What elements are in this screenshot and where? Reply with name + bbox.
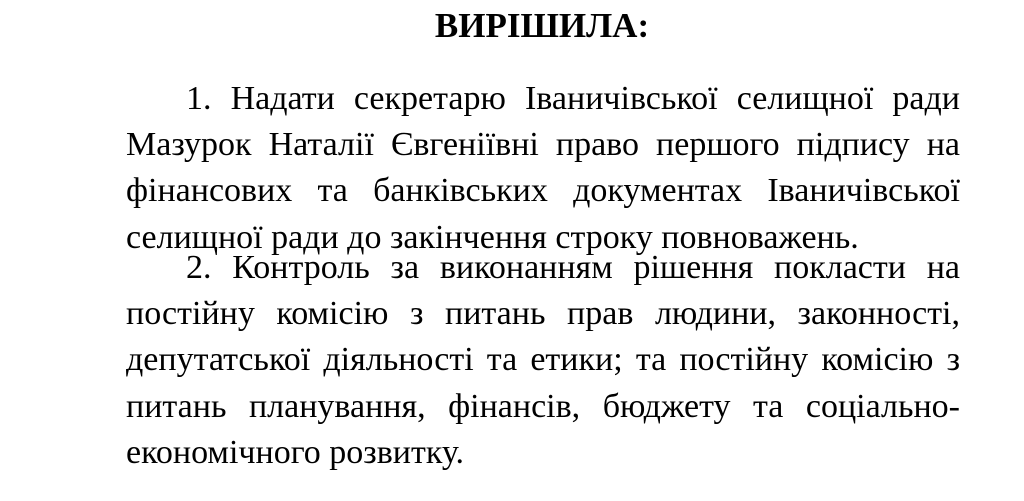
decision-heading: ВИРІШИЛА: bbox=[434, 6, 650, 45]
item-2-text: Контроль за виконанням рішення покласти на постійну комісію з питань прав людини, законності, депутатської діяльності та етики; та постійну комісію з питань планування, фінансів, бюджету та соціально-економічного розвитку. bbox=[126, 249, 960, 471]
decision-item-2 bbox=[126, 245, 960, 476]
item-2-number: 2. bbox=[186, 249, 212, 286]
item-1-text: Надати секретарю Іваничівської селищної ради Мазурок Наталії Євгеніївні право першого підпису на фінансових та банківських документах Іваничівської селищної ради до закінчення строку повноважень. bbox=[126, 80, 960, 256]
decision-item-1 bbox=[126, 76, 960, 261]
item-1-number: 1. bbox=[186, 80, 212, 117]
